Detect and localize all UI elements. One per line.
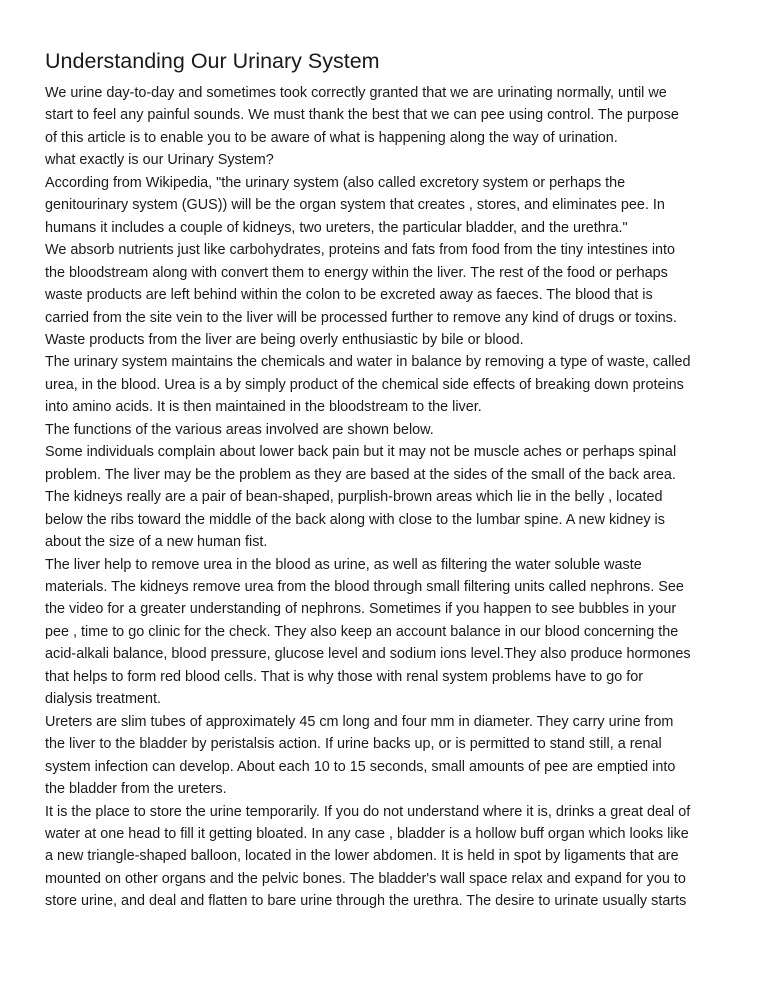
text-line: below the ribs toward the middle of the back along with close to the lumbar spine. A new kidney is xyxy=(45,511,665,528)
text-line: The urinary system maintains the chemicals and water in balance by removing a type of waste, called xyxy=(45,354,691,371)
page-title: Understanding Our Urinary System xyxy=(45,49,380,73)
text-line: We urine day-to-day and sometimes took correctly granted that we are urinating normally, until we xyxy=(45,85,667,101)
text-line: into amino acids. It is then maintained in the bloodstream to the liver. xyxy=(45,399,482,416)
text-line: water at one head to fill it getting bloated. In any case , bladder is a hollow buff organ which looks like xyxy=(45,825,689,842)
text-line: carried from the site vein to the liver will be processed further to remove any kind of drugs or toxins. xyxy=(45,309,677,326)
text-line: acid-alkali balance, blood pressure, glucose level and sodium ions level.They also produce hormones xyxy=(45,646,691,663)
text-line: the bladder from the ureters. xyxy=(45,781,227,798)
text-line: that helps to form red blood cells. That is why those with renal system problems have to go for xyxy=(45,668,644,685)
text-line: We absorb nutrients just like carbohydrates, proteins and fats from food from the tiny intestines into xyxy=(45,242,676,259)
text-line: Some individuals complain about lower back pain but it may not be muscle aches or perhaps spinal xyxy=(45,444,677,461)
text-line: materials. The kidneys remove urea from the blood through small filtering units called nephrons. See xyxy=(45,578,684,595)
text-line: the video for a greater understanding of nephrons. Sometimes if you happen to see bubbles in your xyxy=(45,601,677,618)
text-line: system infection can develop. About each 10 to 15 seconds, small amounts of pee are emptied into xyxy=(45,758,676,775)
text-line: The liver help to remove urea in the blood as urine, as well as filtering the water soluble waste xyxy=(45,556,642,573)
text-line: It is the place to store the urine temporarily. If you do not understand where it is, drinks a great deal of xyxy=(45,803,691,820)
document-page xyxy=(45,44,735,913)
text-line: Ureters are slim tubes of approximately 45 cm long and four mm in diameter. They carry urine from xyxy=(45,713,674,730)
text-line: humans it includes a couple of kidneys, two ureters, the particular bladder, and the urethra." xyxy=(45,219,628,236)
text-line: start to feel any painful sounds. We must thank the best that we can pee using control. The purpose xyxy=(45,107,679,124)
article-body xyxy=(45,82,735,913)
text-line: the liver to the bladder by peristalsis action. If urine backs up, or is permitted to stand still, a renal xyxy=(45,736,662,753)
text-line: pee , time to go clinic for the check. They also keep an account balance in our blood concerning the xyxy=(45,623,679,640)
text-line: dialysis treatment. xyxy=(45,691,161,708)
text-line: urea, in the blood. Urea is a by simply product of the chemical side effects of breaking down proteins xyxy=(45,376,684,393)
text-line: The kidneys really are a pair of bean-shaped, purplish-brown areas which lie in the belly , located xyxy=(45,489,663,506)
text-line: Waste products from the liver are being overly enthusiastic by bile or blood. xyxy=(45,331,524,348)
text-line: store urine, and deal and flatten to bare urine through the urethra. The desire to urinate usually starts xyxy=(45,893,687,910)
text-line: about the size of a new human fist. xyxy=(45,534,268,551)
text-line: of this article is to enable you to be aware of what is happening along the way of urination. xyxy=(45,129,618,146)
text-line: what exactly is our Urinary System? xyxy=(45,152,274,169)
text-line: a new triangle-shaped balloon, located in the lower abdomen. It is held in spot by ligaments that are xyxy=(45,848,679,865)
text-line: problem. The liver may be the problem as they are based at the sides of the small of the back area. xyxy=(45,466,676,483)
text-line: The functions of the various areas involved are shown below. xyxy=(45,421,434,438)
text-line: the bloodstream along with convert them to energy within the liver. The rest of the food or perhaps xyxy=(45,264,668,281)
text-line: According from Wikipedia, "the urinary system (also called excretory system or perhaps the xyxy=(45,174,626,191)
text-line: mounted on other organs and the pelvic bones. The bladder's wall space relax and expand for you to xyxy=(45,870,686,887)
text-line: waste products are left behind within the colon to be excreted away as faeces. The blood that is xyxy=(45,287,653,304)
text-line: genitourinary system (GUS)) will be the organ system that creates , stores, and eliminates pee. In xyxy=(45,197,665,214)
